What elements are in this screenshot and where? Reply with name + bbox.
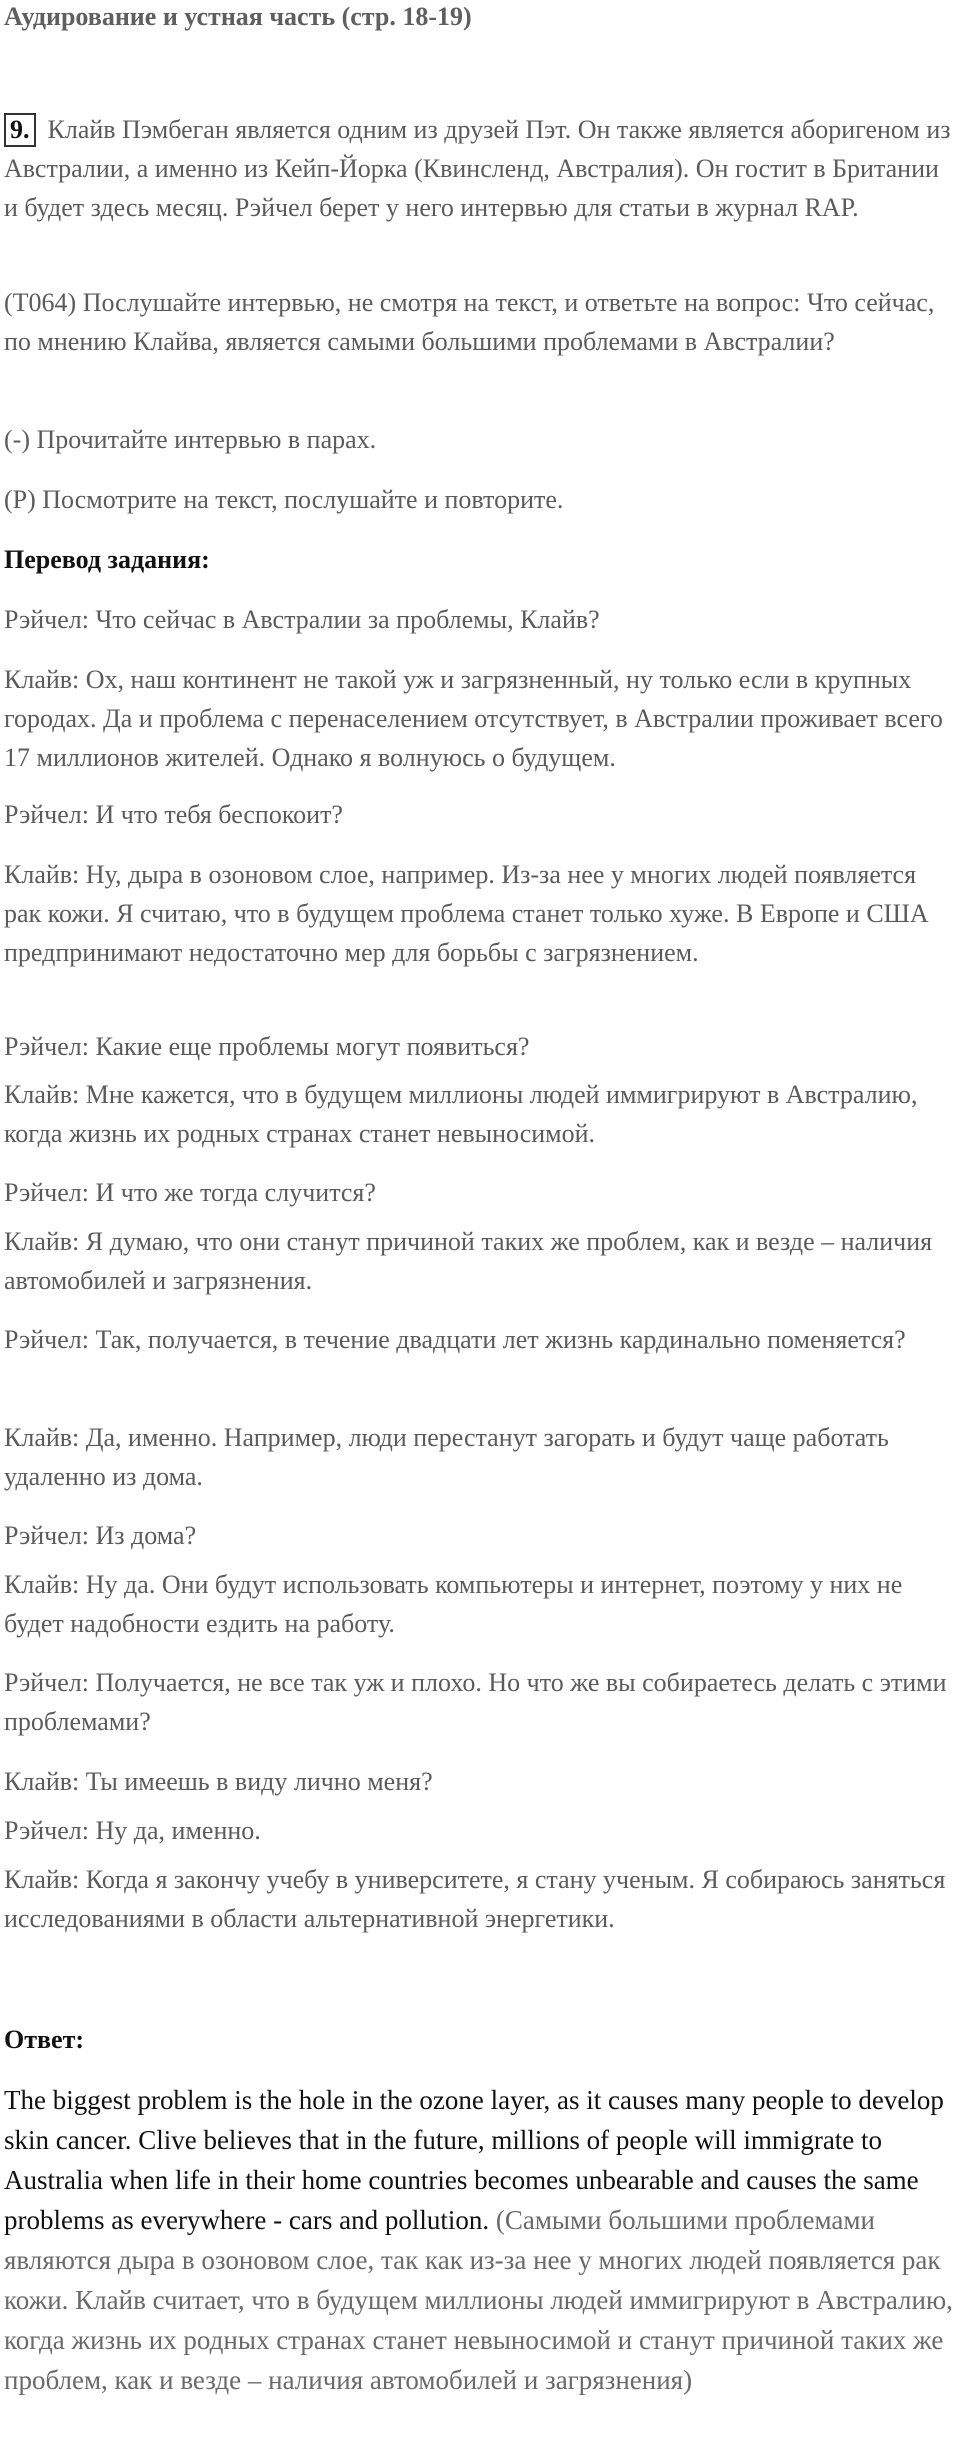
dialogue-line: Клайв: Мне кажется, что в будущем миллионы людей иммигрируют в Австралию, когда жизнь их родных странах станет невыносимой. (4, 1080, 918, 1148)
dialogue-line: Рэйчел: Так, получается, в течение двадцати лет жизнь кардинально поменяется? (4, 1325, 906, 1354)
dialogue-line: Клайв: Ну да. Они будут использовать компьютеры и интернет, поэтому у них не будет надобности ездить на работу. (4, 1570, 903, 1638)
answer-label: Ответ: (4, 2025, 85, 2054)
task-intro-text: Клайв Пэмбеган является одним из друзей Пэт. Он также является аборигеном из Австралии, а именно из Кейп-Йорка (Квинсленд, Австралия). Он гостит в Британии и будет здесь месяц. Рэйчел берет у него интервью для статьи в журнал RAP. (4, 115, 951, 222)
answer-russian: (Самыми большими проблемами являются дыра в озоновом слое, так как из-за нее у многих людей появляется рак кожи. Клайв считает, что в будущем миллионы людей иммигрируют в Австралию, когда жизнь их родных странах станет невыносимой и станут причиной таких же проблем, как и везде – наличия автомобилей и загрязнения) (4, 2205, 953, 2395)
answer-text (4, 2080, 954, 2400)
translation-label: Перевод задания: (4, 545, 210, 574)
answer-english: The biggest problem is the hole in the ozone layer, as it causes many people to develop skin cancer. Clive believes that in the future, millions of people will immigrate to Australia when life in their home countries becomes unbearable and causes the same problems as everywhere - cars and pollution. (4, 2085, 944, 2235)
dialogue-line: Клайв: Ты имеешь в виду лично меня? (4, 1767, 433, 1796)
dialogue-line: Рэйчел: И что тебя беспокоит? (4, 800, 343, 829)
dialogue-line: Рэйчел: Что сейчас в Австралии за проблемы, Клайв? (4, 605, 600, 634)
page-heading: Аудирование и устная часть (стр. 18-19) (4, 2, 472, 31)
task-instruction-read: (-) Прочитайте интервью в парах. (4, 425, 377, 454)
task-intro (4, 110, 954, 227)
dialogue-line: Клайв: Я думаю, что они станут причиной таких же проблем, как и везде – наличия автомобилей и загрязнения. (4, 1227, 933, 1295)
dialogue-line: Рэйчел: И что же тогда случится? (4, 1178, 376, 1207)
task-question: (T064) Послушайте интервью, не смотря на текст, и ответьте на вопрос: Что сейчас, по мнению Клайва, является самыми большими проблемами в Австралии? (4, 288, 935, 356)
task-instruction-listen: (P) Посмотрите на текст, послушайте и повторите. (4, 485, 564, 514)
dialogue-line: Рэйчел: Из дома? (4, 1521, 197, 1550)
dialogue-line: Рэйчел: Ну да, именно. (4, 1816, 261, 1845)
dialogue-line: Клайв: Ох, наш континент не такой уж и загрязненный, ну только если в крупных городах. Да и проблема с перенаселением отсутствует, в Австралии проживает всего 17 миллионов жителей. Однако я волнуюсь о будущем. (4, 665, 943, 772)
dialogue-line: Рэйчел: Какие еще проблемы могут появиться? (4, 1032, 530, 1061)
task-number-box: 9. (4, 113, 36, 147)
dialogue-line: Рэйчел: Получается, не все так уж и плохо. Но что же вы собираетесь делать с этими проблемами? (4, 1668, 947, 1736)
dialogue-line: Клайв: Да, именно. Например, люди перестанут загорать и будут чаще работать удаленно из дома. (4, 1423, 889, 1491)
dialogue-line: Клайв: Ну, дыра в озоновом слое, например. Из-за нее у многих людей появляется рак кожи. Я считаю, что в будущем проблема станет только хуже. В Европе и США предпринимают недостаточно мер для борьбы с загрязнением. (4, 860, 929, 967)
dialogue-line: Клайв: Когда я закончу учебу в университете, я стану ученым. Я собираюсь заняться исследованиями в области альтернативной энергетики. (4, 1865, 946, 1933)
